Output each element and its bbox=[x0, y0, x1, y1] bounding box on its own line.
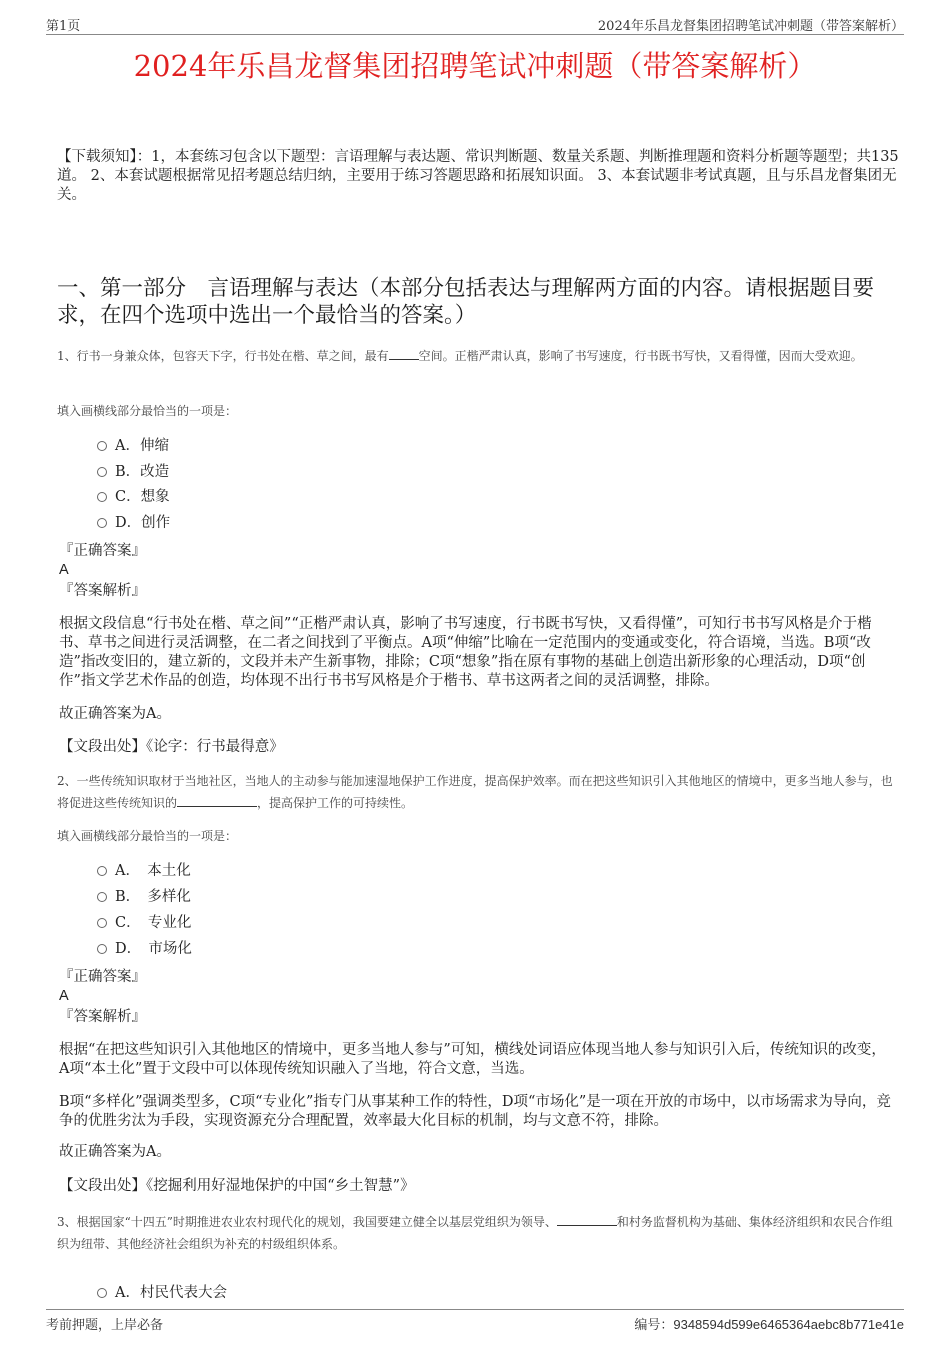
question-2-text-after: ，提高保护工作的可持续性。 bbox=[257, 796, 414, 810]
question-2-analysis-2: B项“多样化”强调类型多，C项“专业化”指专门从事某种工作的特性，D项“市场化”是一项在开放的市场中，以市场需求为导向，竞争的优胜劣汰为手段，实现资源充分合理配置，效率最大化目标的机制，均与文意不符，排除。 bbox=[59, 1094, 891, 1129]
footer-serial bbox=[634, 1314, 904, 1333]
question-2-blank bbox=[177, 794, 257, 807]
radio-icon[interactable] bbox=[97, 944, 107, 954]
serial-code: 9348594d599e6465364aebc8b771e41e bbox=[673, 1317, 904, 1332]
document-title: 2024年乐昌龙督集团招聘笔试冲刺题（带答案解析） bbox=[133, 49, 817, 83]
option-label: D．创作 bbox=[115, 515, 171, 531]
question-2-prompt: 填入画横线部分最恰当的一项是： bbox=[57, 829, 238, 843]
question-3-option-a[interactable] bbox=[97, 1283, 227, 1303]
radio-icon[interactable] bbox=[97, 866, 107, 876]
radio-icon[interactable] bbox=[97, 441, 107, 451]
question-1-text-after: 空间。正楷严肃认真，影响了书写速度，行书既书写快，又看得懂，因而大受欢迎。 bbox=[418, 349, 863, 363]
option-label: A． 本土化 bbox=[115, 863, 191, 879]
question-1-text bbox=[57, 345, 902, 367]
question-1-text-before: 1、行书一身兼众体，包容天下字，行书处在楷、草之间，最有 bbox=[57, 349, 389, 363]
correct-answer-label: 『正确答案』 bbox=[59, 969, 146, 985]
option-label: B． 多样化 bbox=[115, 889, 191, 905]
question-2-analysis-1: 根据“在把这些知识引入其他地区的情境中，更多当地人参与”可知，横线处词语应体现当地人参与知识引入后，传统知识的改变，A项“本土化”置于文段中可以体现传统知识融入了当地，符合文意，当选。 bbox=[59, 1042, 886, 1077]
question-2-option-b[interactable] bbox=[97, 887, 191, 907]
question-2-conclusion: 故正确答案为A。 bbox=[59, 1144, 171, 1160]
option-label: D． 市场化 bbox=[115, 941, 192, 957]
serial-label: 编号： bbox=[634, 1318, 674, 1333]
section-heading: 一、第一部分 言语理解与表达（本部分包括表达与理解两方面的内容。请根据题目要求，在四个选项中选出一个最恰当的答案。） bbox=[57, 276, 875, 328]
question-2-text-before: 2、一些传统知识取材于当地社区，当地人的主动参与能加速湿地保护工作进度，提高保护效率。而在把这些知识引入其他地区的情境中，更多当地人参与，也将促进这些传统知识的 bbox=[57, 774, 893, 810]
question-3-text-after: 和村务监督机构为基础、集体经济组织和农民合作组织为纽带、其他经济社会组织为补充的村级组织体系。 bbox=[57, 1215, 893, 1251]
download-notice: 【下载须知】：1，本套练习包含以下题型：言语理解与表达题、常识判断题、数量关系题、判断推理题和资料分析题等题型；共135道。 2、本套试题根据常见招考题总结归纳，主要用于练习答题思路和拓展知识面。 3、本套试题非考试真题，且与乐昌龙督集团无关。 bbox=[57, 149, 899, 203]
analysis-label: 『答案解析』 bbox=[59, 583, 146, 599]
correct-answer-label: 『正确答案』 bbox=[59, 543, 146, 559]
question-3-text bbox=[57, 1211, 902, 1255]
radio-icon[interactable] bbox=[97, 892, 107, 902]
question-2-option-c[interactable] bbox=[97, 913, 191, 933]
page-number: 第1页 bbox=[46, 19, 81, 34]
question-2-option-d[interactable] bbox=[97, 939, 192, 959]
question-2-answer: A bbox=[59, 988, 69, 1004]
option-label: A．村民代表大会 bbox=[115, 1285, 227, 1301]
footer-slogan: 考前押题，上岸必备 bbox=[46, 1318, 164, 1333]
option-label: C． 专业化 bbox=[115, 915, 192, 931]
radio-icon[interactable] bbox=[97, 918, 107, 928]
question-2-source: 【文段出处】《挖掘利用好湿地保护的中国“乡土智慧”》 bbox=[59, 1178, 415, 1194]
option-label: B．改造 bbox=[115, 464, 170, 480]
radio-icon[interactable] bbox=[97, 518, 107, 528]
question-3-text-before: 3、根据国家“十四五”时期推进农业农村现代化的规划，我国要建立健全以基层党组织为领导、 bbox=[57, 1215, 557, 1229]
question-1-prompt: 填入画横线部分最恰当的一项是： bbox=[57, 404, 238, 418]
question-1-conclusion: 故正确答案为A。 bbox=[59, 706, 171, 722]
question-1-blank bbox=[389, 347, 419, 360]
question-1-source: 【文段出处】《论字：行书最得意》 bbox=[59, 739, 284, 755]
option-label: C．想象 bbox=[115, 489, 170, 505]
header-doc-title: 2024年乐昌龙督集团招聘笔试冲刺题（带答案解析） bbox=[597, 19, 904, 34]
radio-icon[interactable] bbox=[97, 467, 107, 477]
question-3-blank bbox=[557, 1213, 617, 1226]
question-1-analysis: 根据文段信息“行书处在楷、草之间”“正楷严肃认真，影响了书写速度，行书既书写快，又看得懂”，可知行书书写风格是介于楷书、草书之间进行灵活调整，在二者之间找到了平衡点。A项“伸缩”比喻在一定范围内的变通或变化，符合语境，当选。B项“改造”指改变旧的，建立新的，文段并未产生新事物，排除；C项“想象”指在原有事物的基础上创造出新形象的心理活动，D项“创作”指文学艺术作品的创造，均体现不出行书书写风格是介于楷书、草书这两者之间的灵活调整，排除。 bbox=[59, 616, 872, 689]
question-1-option-a[interactable] bbox=[97, 436, 169, 456]
question-1-option-b[interactable] bbox=[97, 462, 169, 482]
page-header bbox=[46, 12, 904, 35]
question-1-option-d[interactable] bbox=[97, 513, 170, 533]
radio-icon[interactable] bbox=[97, 1288, 107, 1298]
page-footer bbox=[46, 1309, 904, 1332]
option-label: A．伸缩 bbox=[115, 438, 169, 454]
question-1-option-c[interactable] bbox=[97, 487, 170, 507]
radio-icon[interactable] bbox=[97, 492, 107, 502]
question-2-option-a[interactable] bbox=[97, 861, 191, 881]
analysis-label: 『答案解析』 bbox=[59, 1009, 146, 1025]
question-2-text bbox=[57, 770, 902, 814]
question-1-answer: A bbox=[59, 562, 69, 578]
